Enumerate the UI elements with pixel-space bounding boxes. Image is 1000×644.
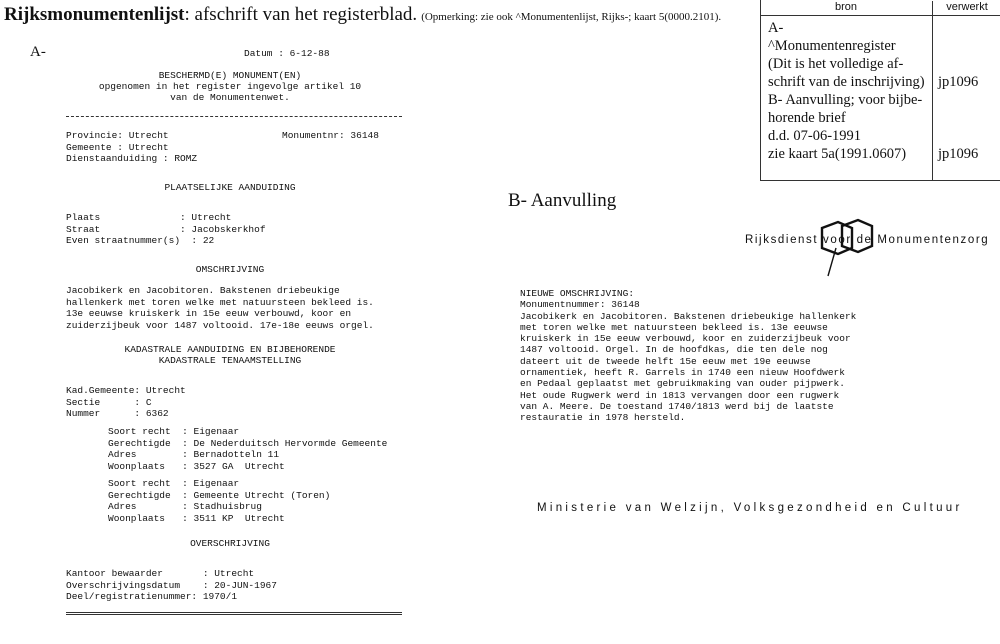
plaats-block: Plaats : Utrecht Straat : Jacobskerkhof Even straatnummer(s) : 22 [66,212,266,247]
section-b-title: B- Aanvulling [508,190,617,211]
closing-rule [66,612,402,615]
divider-rule [66,116,402,117]
nieuwe-omschrijving-block: NIEUWE OMSCHRIJVING: Monumentnummer: 36148 Jacobikerk en Jacobitoren. Bakstenen driebeukige hallenkerk met toren welke met natuursteen bekleed is. 13e eeuwse kruiskerk in 15e eeuw verbouwd, koor en zuiderzijbeuk voor 1487 voltooid. Orgel. In de hoofdkas, die ten dele nog dateert uit de tweede helft 15e eeuw met 19e eeuwse ornamentiek, heeft R. Garrels in 1740 een nieuw Hoofdwerk en Pedaal geplaatst met gebruikmaking van ouder pijpwerk. Het oude Rugwerk werd in 1813 vervangen door een rugwerk van A. Meere. De toestand 1740/1813 werd bij de laatste restauratie in 1978 hersteld. [520,288,857,424]
verwerkt-ref-2: jp1096 [938,146,979,162]
source-line: zie kaart 5a(1991.0607) [768,146,907,162]
datum: Datum : 6-12-88 [244,48,330,59]
source-table-divider [932,15,933,180]
header-verwerkt: verwerkt [932,1,1000,16]
verwerkt-ref-1: jp1096 [938,74,979,90]
source-line: d.d. 07-06-1991 [768,128,862,144]
source-line: ^Monumentenregister [768,38,896,54]
title-subtitle: : afschrift van het registerblad. [184,4,418,25]
source-line: schrift van de inschrijving) [768,74,925,90]
overschrijving-block: Kantoor bewaarder : Utrecht Overschrijvingsdatum : 20-JUN-1967 Deel/registratienummer: 1970/1 [66,568,277,603]
plaats-heading: PLAATSELIJKE AANDUIDING [164,182,296,193]
source-table-header [760,0,1000,16]
source-line: B- Aanvulling; voor bijbe- [768,92,923,108]
title-main: Rijksmonumentenlijst [4,4,185,25]
register-heading-2: opgenomen in het register ingevolge artikel 10 [98,81,362,92]
title-note: (Opmerking: zie ook ^Monumentenlijst, Rijks-; kaart 5(0000.2101). [421,11,722,23]
ministerie-footer: Ministerie van Welzijn, Volksgezondheid en Cultuur [537,502,963,514]
source-line: horende brief [768,110,846,126]
kadastrale-heading-1: KADASTRALE AANDUIDING EN BIJBEHORENDE [124,344,336,355]
source-line: (Dit is het volledige af- [768,56,904,72]
rijksdienst-logo-icon [812,218,888,278]
page-title [4,4,721,26]
monument-number: Monumentnr: 36148 [282,130,379,141]
omschrijving-heading: OMSCHRIJVING [195,264,265,275]
register-heading-1: BESCHERMD(E) MONUMENT(EN) [158,70,302,81]
omschrijving-block: Jacobikerk en Jacobitoren. Bakstenen driebeukige hallenkerk met toren welke met natuursteen bekleed is. 13e eeuwse kruiskerk in 15e eeuw verbouwd, koor en zuiderzijbeuk voor 1487 voltooid. 17e-18e eeuws orgel. [66,285,374,331]
register-heading-3: van de Monumentenwet. [170,92,290,103]
section-a-label: A- [30,44,46,60]
kadastrale-heading-2: KADASTRALE TENAAMSTELLING [158,355,302,366]
header-bron: bron [834,1,858,13]
eigenaar-block-2: Soort recht : Eigenaar Gerechtigde : Gemeente Utrecht (Toren) Adres : Stadhuisbrug Woonplaats : 3511 KP Utrecht [108,478,331,524]
kadastraal-block: Kad.Gemeente: Utrecht Sectie : C Nummer : 6362 [66,385,186,420]
eigenaar-block-1: Soort recht : Eigenaar Gerechtigde : De Nederduitsch Hervormde Gemeente Adres : Bernadotteln 11 Woonplaats : 3527 GA Utrecht [108,426,388,472]
source-line: A- [768,20,784,36]
admin-block: Provincie: Utrecht Gemeente : Utrecht Dienstaanduiding : ROMZ [66,130,198,165]
logo-text: Rijksdienst voor de Monumentenzorg [745,234,990,246]
overschrijving-heading: OVERSCHRIJVING [190,538,270,549]
